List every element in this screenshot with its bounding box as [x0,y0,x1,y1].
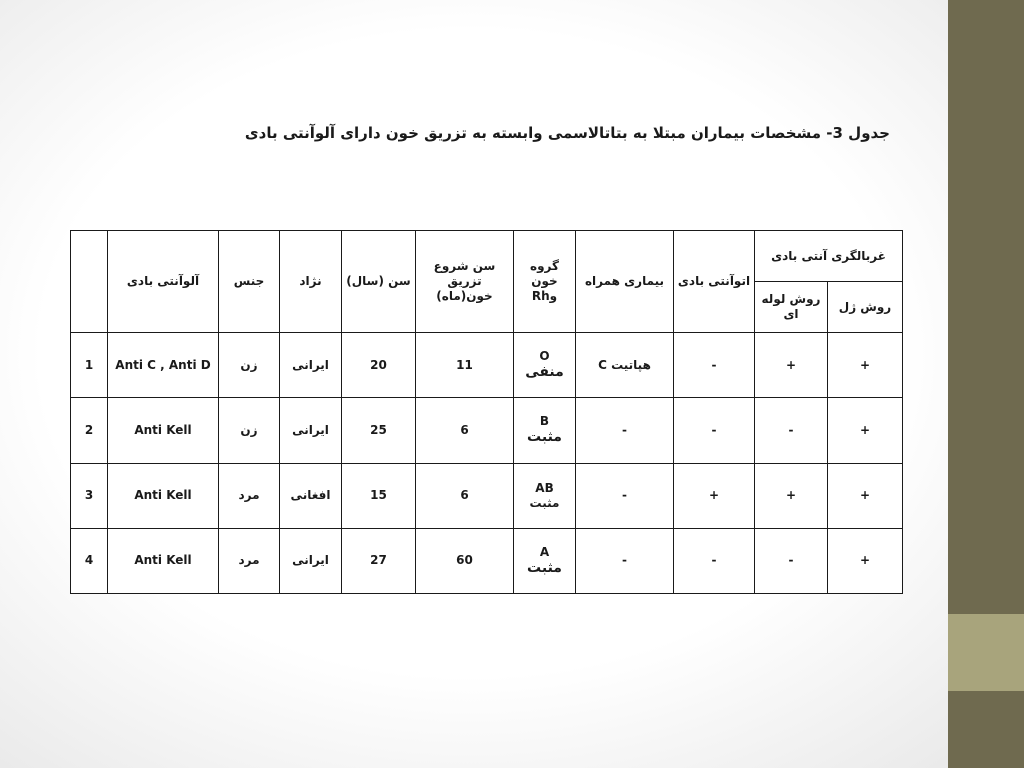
disease-cell: - [576,463,674,528]
autoantibody-cell: - [674,528,755,593]
table-row [71,333,903,398]
race-cell: افغانی [280,463,342,528]
blood-rh: مثبت [529,495,560,510]
header-row-number-cell [71,231,108,333]
blood-group-cell [514,463,576,528]
disease-cell: - [576,398,674,463]
header-gender: جنس [219,231,280,333]
tube-cell: - [755,528,828,593]
header-gel-method: روش ژل [828,282,903,333]
blood-rh: مثبت [527,559,562,576]
age-cell: 27 [342,528,416,593]
table-row [71,398,903,463]
header-tube-method: روش لوله ای [755,282,828,333]
row-number: 2 [71,398,108,463]
start-age-cell: 6 [416,398,514,463]
header-blood-group: گروه خون وRh [514,231,576,333]
gender-cell: مرد [219,528,280,593]
alloantibody-cell: Anti Kell [108,528,219,593]
gel-cell: + [828,398,903,463]
tube-cell: - [755,398,828,463]
gel-cell: + [828,463,903,528]
table-caption: جدول 3- مشخصات بیماران مبتلا به بتاتالاسمی وابسته به تزریق خون دارای آلوآنتی بادی [244,124,890,142]
disease-cell: - [576,528,674,593]
alloantibody-cell: Anti Kell [108,398,219,463]
row-number: 1 [71,333,108,398]
header-alloantibody: آلوآنتی بادی [108,231,219,333]
table-row [71,528,903,593]
row-number: 3 [71,463,108,528]
sidebar-accent-block [948,614,1024,691]
blood-rh: مثبت [527,429,562,446]
blood-group-cell [514,333,576,398]
age-cell: 25 [342,398,416,463]
blood-letter: AB [535,480,554,495]
patient-table [70,230,903,594]
start-age-cell: 60 [416,528,514,593]
table-row [71,463,903,528]
tube-cell: + [755,463,828,528]
start-age-cell: 6 [416,463,514,528]
tube-cell: + [755,333,828,398]
header-screening: غربالگری آنتی بادی [755,231,903,282]
blood-letter: O [539,349,550,364]
autoantibody-cell: + [674,463,755,528]
blood-letter: A [539,544,550,559]
header-disease: بیماری همراه [576,231,674,333]
header-age: سن (سال) [342,231,416,333]
disease-cell: هپاتیت C [576,333,674,398]
blood-rh: منفی [525,364,564,381]
sidebar-bar [948,0,1024,768]
gender-cell: زن [219,333,280,398]
gender-cell: زن [219,398,280,463]
blood-group-cell [514,398,576,463]
alloantibody-cell: Anti Kell [108,463,219,528]
header-start-age: سن شروع تزریق خون(ماه) [416,231,514,333]
start-age-cell: 11 [416,333,514,398]
alloantibody-cell: Anti C , Anti D [108,333,219,398]
race-cell: ایرانی [280,528,342,593]
gel-cell: + [828,528,903,593]
gel-cell: + [828,333,903,398]
header-race: نژاد [280,231,342,333]
header-row-top [71,231,903,282]
race-cell: ایرانی [280,398,342,463]
gender-cell: مرد [219,463,280,528]
blood-group-cell [514,528,576,593]
blood-letter: B [539,414,550,429]
age-cell: 15 [342,463,416,528]
row-number: 4 [71,528,108,593]
age-cell: 20 [342,333,416,398]
header-autoantibody: اتوآنتی بادی [674,231,755,333]
autoantibody-cell: - [674,398,755,463]
autoantibody-cell: - [674,333,755,398]
race-cell: ایرانی [280,333,342,398]
